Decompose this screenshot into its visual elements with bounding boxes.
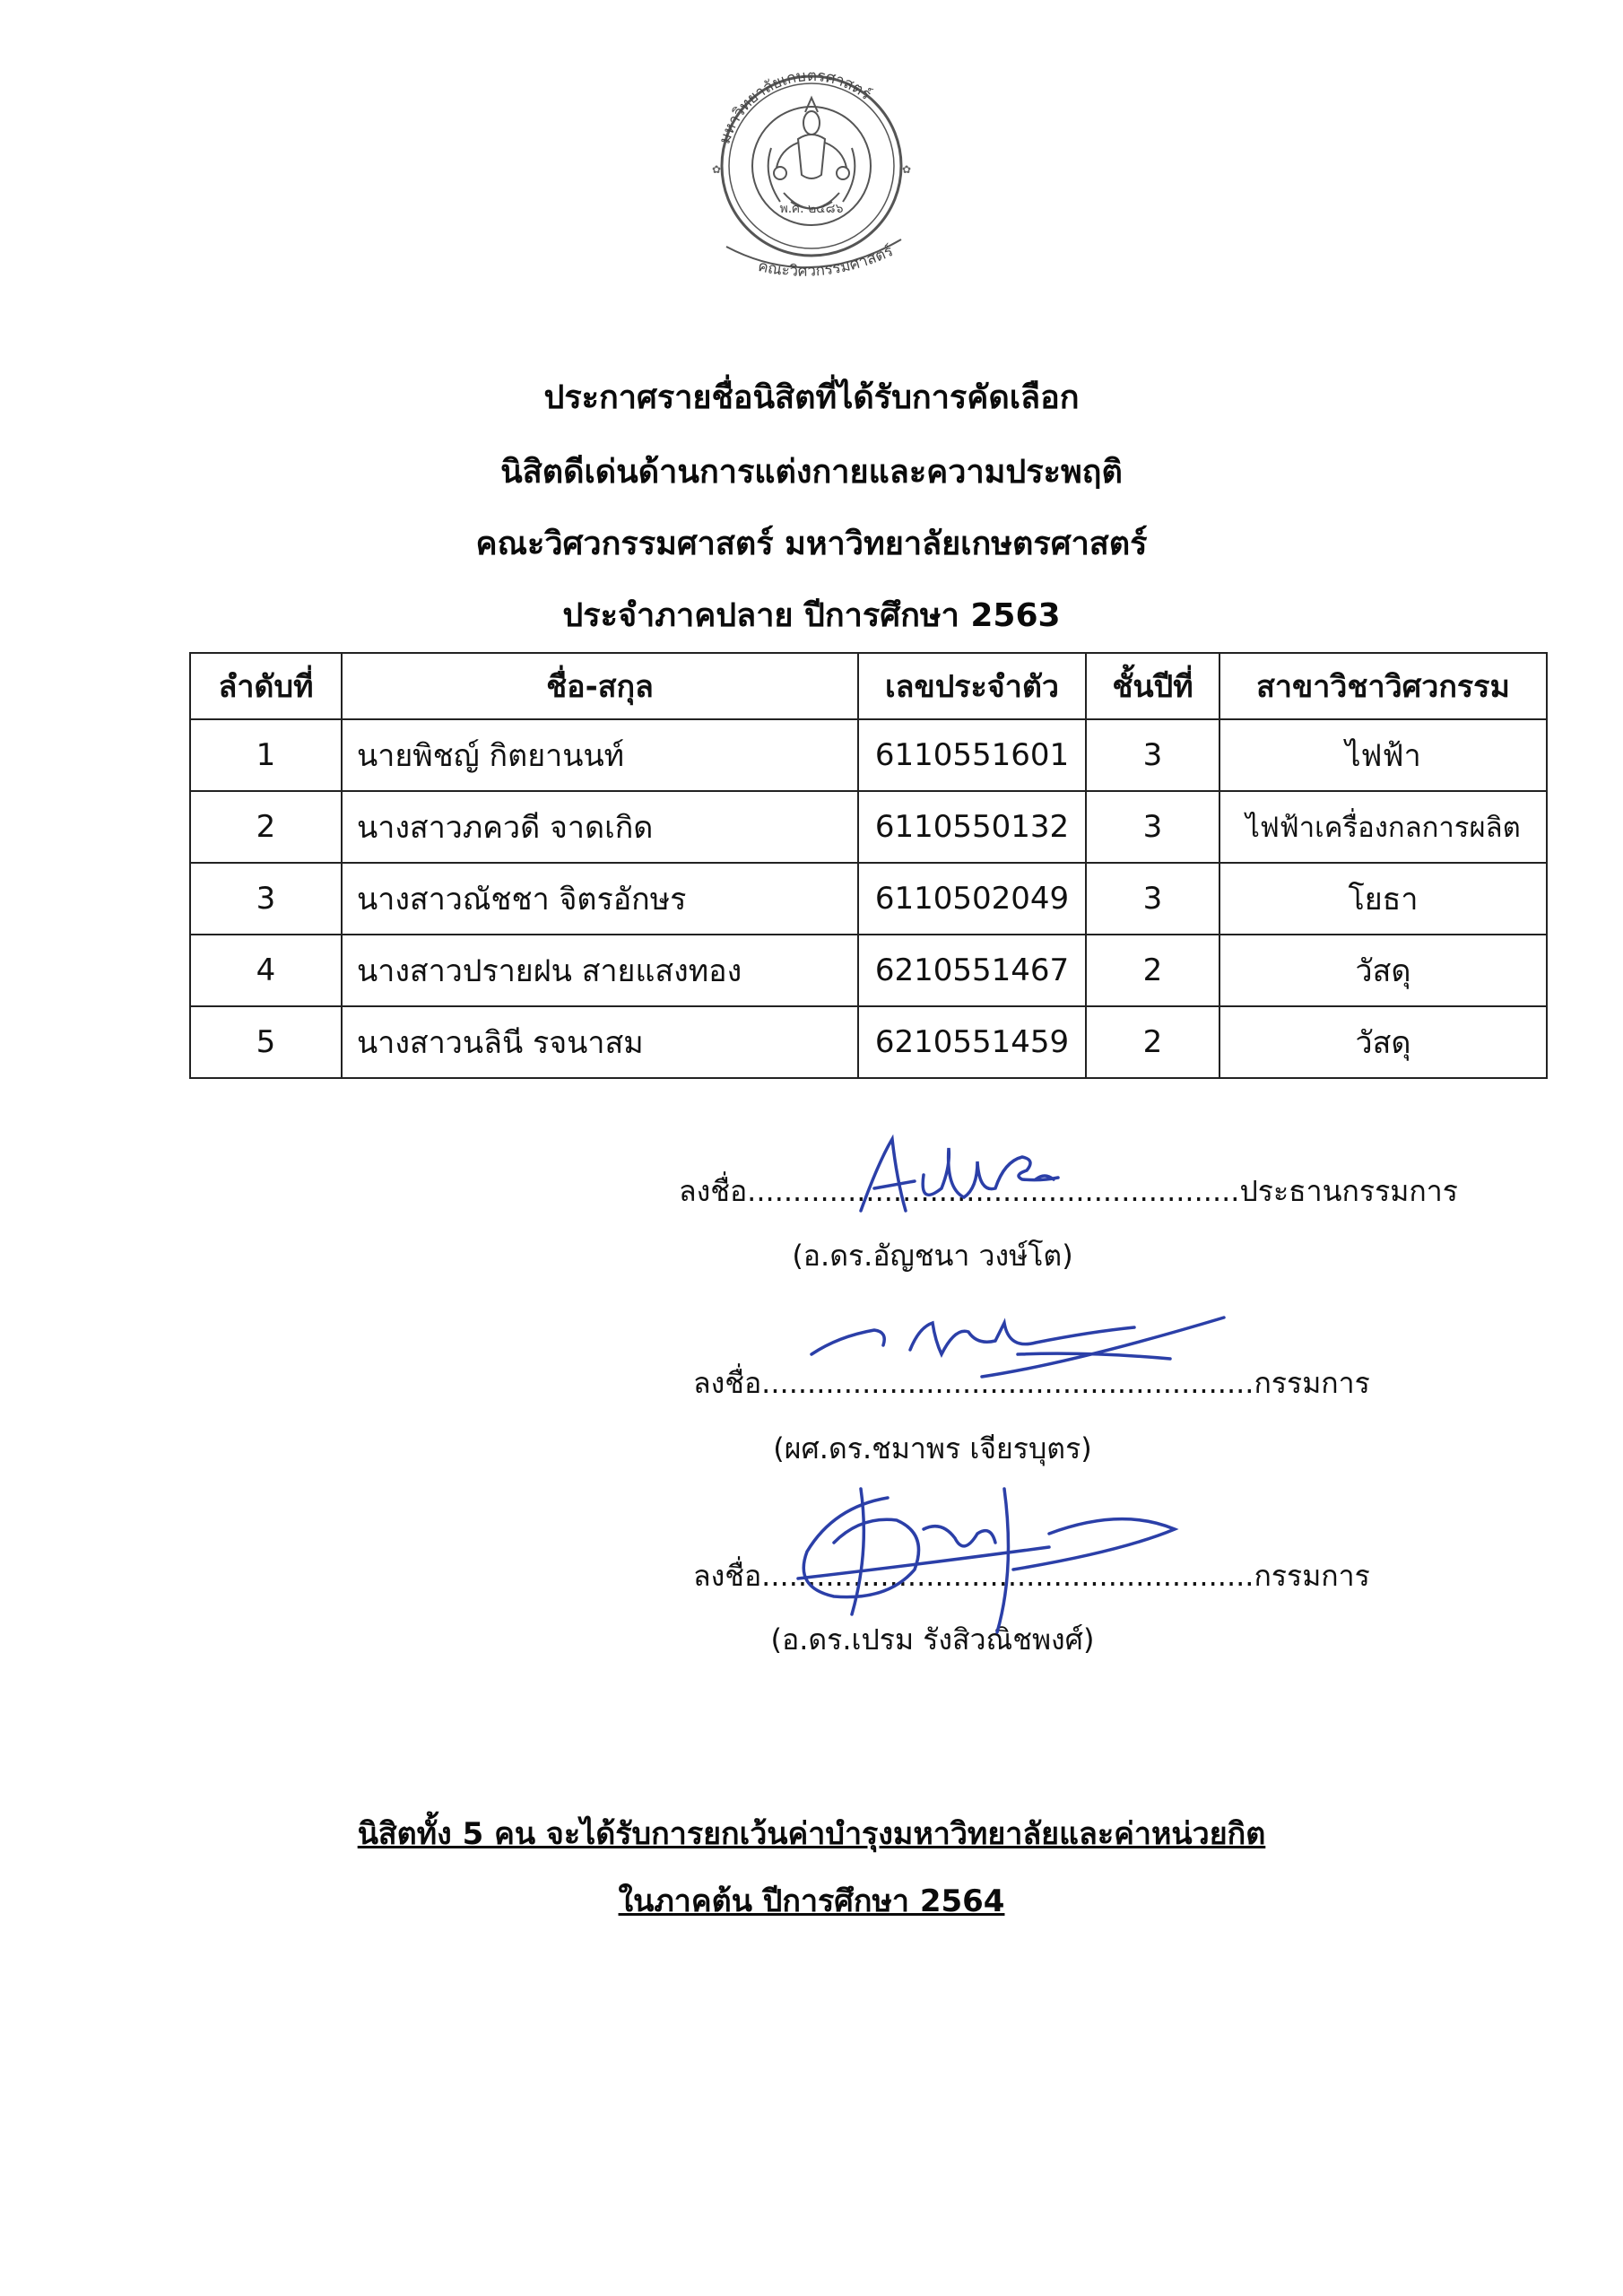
cell-student-id: 6210551459 — [858, 1006, 1086, 1078]
signature-role: กรรมการ — [1254, 1366, 1370, 1400]
header-name: ชื่อ-สกุล — [342, 653, 858, 719]
signature-dots: ...................................................... — [747, 1174, 1240, 1208]
table-row — [190, 1006, 1547, 1078]
notice-line-2: ในภาคต้น ปีการศึกษา 2564 — [618, 1883, 1005, 1919]
signature-role: ประธานกรรมการ — [1239, 1174, 1458, 1208]
cell-order: 2 — [190, 791, 342, 863]
cell-order: 5 — [190, 1006, 342, 1078]
handwritten-signature-3 — [780, 1471, 1193, 1650]
heading-line-2: นิสิตดีเด่นด้านการแต่งกายและความประพฤติ — [500, 454, 1123, 491]
heading-line-3: คณะวิศวกรรมศาสตร์ มหาวิทยาลัยเกษตรศาสตร์ — [475, 526, 1148, 562]
signatory-name-chair: (อ.ดร.อัญชนา วงษ์โต) — [792, 1239, 1073, 1273]
table-row — [190, 863, 1547, 935]
signature-dots: ...................................................... — [761, 1559, 1254, 1593]
table-header-row — [190, 653, 1547, 719]
seal-banner-text: คณะวิศวกรรมศาสตร์ — [756, 242, 897, 281]
faculty-seal-logo — [690, 67, 933, 300]
cell-student-id: 6110551601 — [858, 719, 1086, 791]
signature-prefix: ลงชื่อ — [693, 1366, 762, 1400]
handwritten-signature-1 — [843, 1126, 1112, 1224]
signature-role: กรรมการ — [1254, 1559, 1370, 1593]
signature-prefix: ลงชื่อ — [679, 1174, 748, 1208]
cell-student-id: 6110502049 — [858, 863, 1086, 935]
handwritten-signature-2 — [803, 1305, 1233, 1386]
cell-major: โยธา — [1219, 863, 1547, 935]
svg-text:✿: ✿ — [712, 163, 722, 176]
table-row — [190, 719, 1547, 791]
heading-line-1: ประกาศรายชื่อนิสิตที่ได้รับการคัดเลือก — [543, 379, 1080, 416]
svg-text:✿: ✿ — [902, 163, 912, 176]
cell-year: 2 — [1086, 1006, 1219, 1078]
table-row — [190, 935, 1547, 1006]
cell-name: นางสาวปรายฝน สายแสงทอง — [342, 935, 858, 1006]
signature-dots: ...................................................... — [761, 1366, 1254, 1400]
seal-year-text: พ.ศ. ๒๔๘๖ — [779, 202, 844, 216]
header-order: ลำดับที่ — [190, 653, 342, 719]
cell-order: 4 — [190, 935, 342, 1006]
seal-emblem-icon — [690, 67, 933, 300]
cell-major: ไฟฟ้าเครื่องกลการผลิต — [1219, 791, 1547, 863]
cell-major: วัสดุ — [1219, 935, 1547, 1006]
student-table-container — [189, 652, 1546, 1079]
table-row — [190, 791, 1547, 863]
cell-major: ไฟฟ้า — [1219, 719, 1547, 791]
cell-order: 3 — [190, 863, 342, 935]
signature-prefix: ลงชื่อ — [693, 1559, 762, 1593]
header-student-id: เลขประจำตัว — [858, 653, 1086, 719]
signatory-name-committee-2: (อ.ดร.เปรม รังสิวณิชพงศ์) — [770, 1622, 1095, 1657]
cell-year: 3 — [1086, 719, 1219, 791]
cell-major: วัสดุ — [1219, 1006, 1547, 1078]
header-major: สาขาวิชาวิศวกรรม — [1219, 653, 1547, 719]
notice-line-1: นิสิตทั้ง 5 คน จะได้รับการยกเว้นค่าบำรุงมหาวิทยาลัยและค่าหน่วยกิต — [357, 1816, 1266, 1852]
cell-year: 3 — [1086, 863, 1219, 935]
student-table — [189, 652, 1548, 1079]
cell-year: 2 — [1086, 935, 1219, 1006]
cell-name: นางสาวภควดี จาดเกิด — [342, 791, 858, 863]
heading-line-4: ประจำภาคปลาย ปีการศึกษา 2563 — [562, 597, 1061, 634]
cell-year: 3 — [1086, 791, 1219, 863]
svg-text:มหาวิทยาลัยเกษตรศาสตร์ — [716, 67, 874, 146]
cell-student-id: 6110550132 — [858, 791, 1086, 863]
seal-ring-text: มหาวิทยาลัยเกษตรศาสตร์ — [716, 67, 874, 146]
signatory-name-committee-1: (ผศ.ดร.ชมาพร เจียรบุตร) — [773, 1431, 1092, 1465]
header-year: ชั้นปีที่ — [1086, 653, 1219, 719]
cell-name: นางสาวณัชชา จิตรอักษร — [342, 863, 858, 935]
cell-order: 1 — [190, 719, 342, 791]
cell-student-id: 6210551467 — [858, 935, 1086, 1006]
cell-name: นายพิชญ์ กิตยานนท์ — [342, 719, 858, 791]
cell-name: นางสาวนลินี รจนาสม — [342, 1006, 858, 1078]
